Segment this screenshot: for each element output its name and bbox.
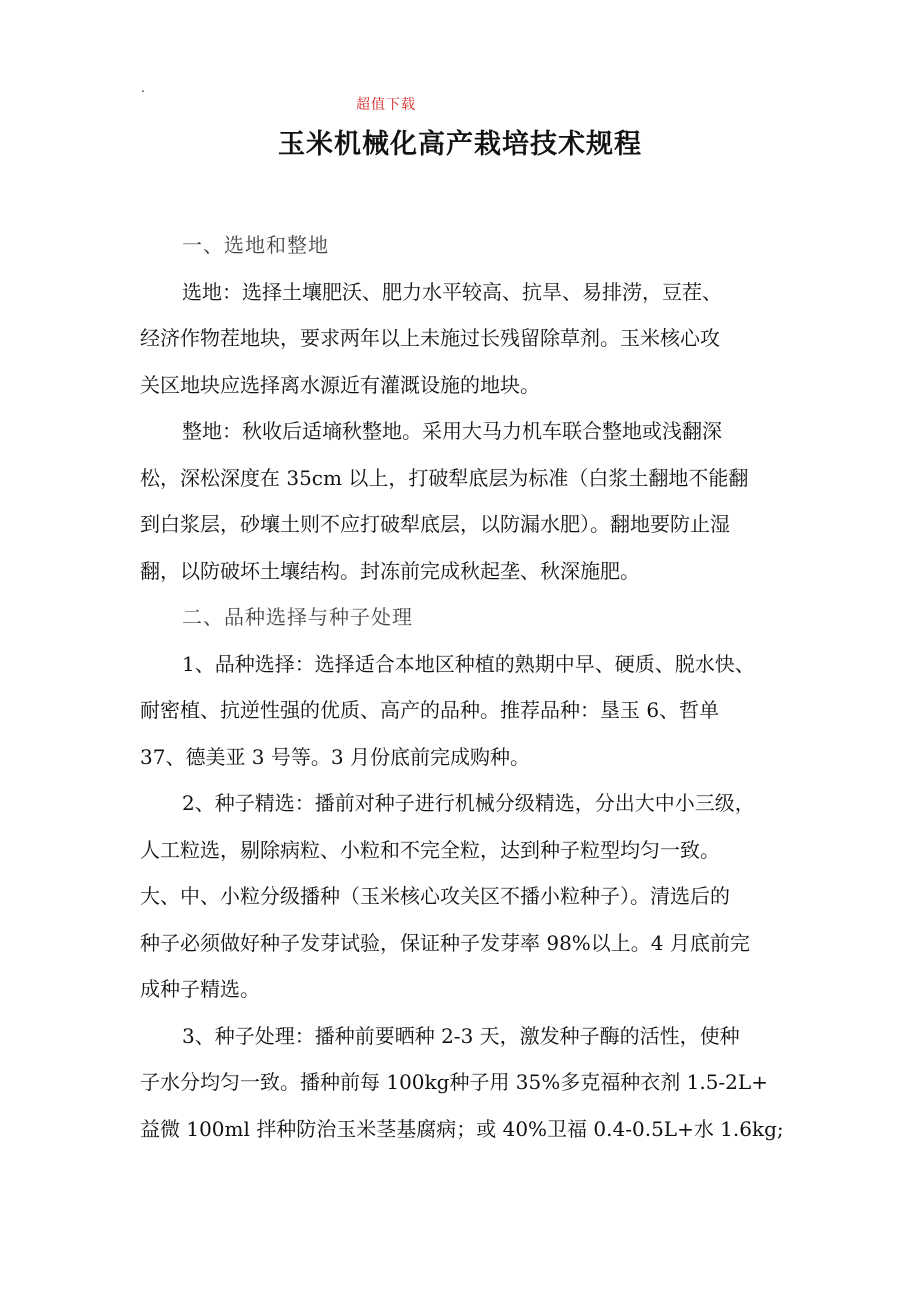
paragraph-line: 大、中、小粒分级播种（玉米核心攻关区不播小粒种子）。清选后的 [140,884,730,908]
section-heading: 二、品种选择与种子处理 [182,605,413,629]
paragraph-line: 松，深松深度在 35cm 以上，打破犁底层为标准（白浆土翻地不能翻 [140,465,749,490]
paragraph-line: 经济作物茬地块，要求两年以上未施过长残留除草剂。玉米核心攻 [140,326,720,350]
paragraph-line: 种子必须做好种子发芽试验，保证种子发芽率 98%以上。4 月底前完 [140,930,750,955]
page-dot-marker: . [141,81,145,95]
paragraph-line: 耐密植、抗逆性强的优质、高产的品种。推荐品种：垦玉 6、哲单 [140,698,720,722]
paragraph-line: 益微 100ml 拌种防治玉米茎基腐病；或 40%卫福 0.4-0.5L+水 1.6kg; [140,1116,784,1141]
paragraph-line: 2、种子精选：播前对种子进行机械分级精选，分出大中小三级， [182,791,755,815]
paragraph-line: 到白浆层，砂壤土则不应打破犁底层，以防漏水肥）。翻地要防止湿 [140,512,730,536]
document-body [140,222,790,1152]
paragraph-line: 选地：选择土壤肥沃、肥力水平较高、抗旱、易排涝，豆茬、 [182,279,722,304]
section-heading: 一、选地和整地 [182,233,329,257]
paragraph-line: 成种子精选。 [140,977,260,1001]
paragraph-line: 翻，以防破坏土壤结构。封冻前完成秋起垄、秋深施肥。 [140,558,640,583]
paragraph-line: 1、品种选择：选择适合本地区种植的熟期中早、硬质、脱水快、 [182,651,755,676]
paragraph-line: 3、种子处理：播种前要晒种 2-3 天，激发种子酶的活性，使种 [182,1023,740,1048]
paragraph-line: 整地：秋收后适墒秋整地。采用大马力机车联合整地或浅翻深 [182,419,722,443]
paragraph-line: 人工粒选，剔除病粒、小粒和不完全粒，达到种子粒型均匀一致。 [140,837,720,862]
paragraph-line: 关区地块应选择离水源近有灌溉设施的地块。 [140,372,540,397]
paragraph-line: 子水分均匀一致。播种前每 100kg种子用 35%多克福种衣剂 1.5-2L+ [140,1070,768,1094]
watermark-text: 超值下载 [356,97,416,113]
document-title: 玉米机械化高产栽培技术规程 [278,129,642,160]
paragraph-line: 37、德美亚 3 号等。3 月份底前完成购种。 [140,744,530,769]
